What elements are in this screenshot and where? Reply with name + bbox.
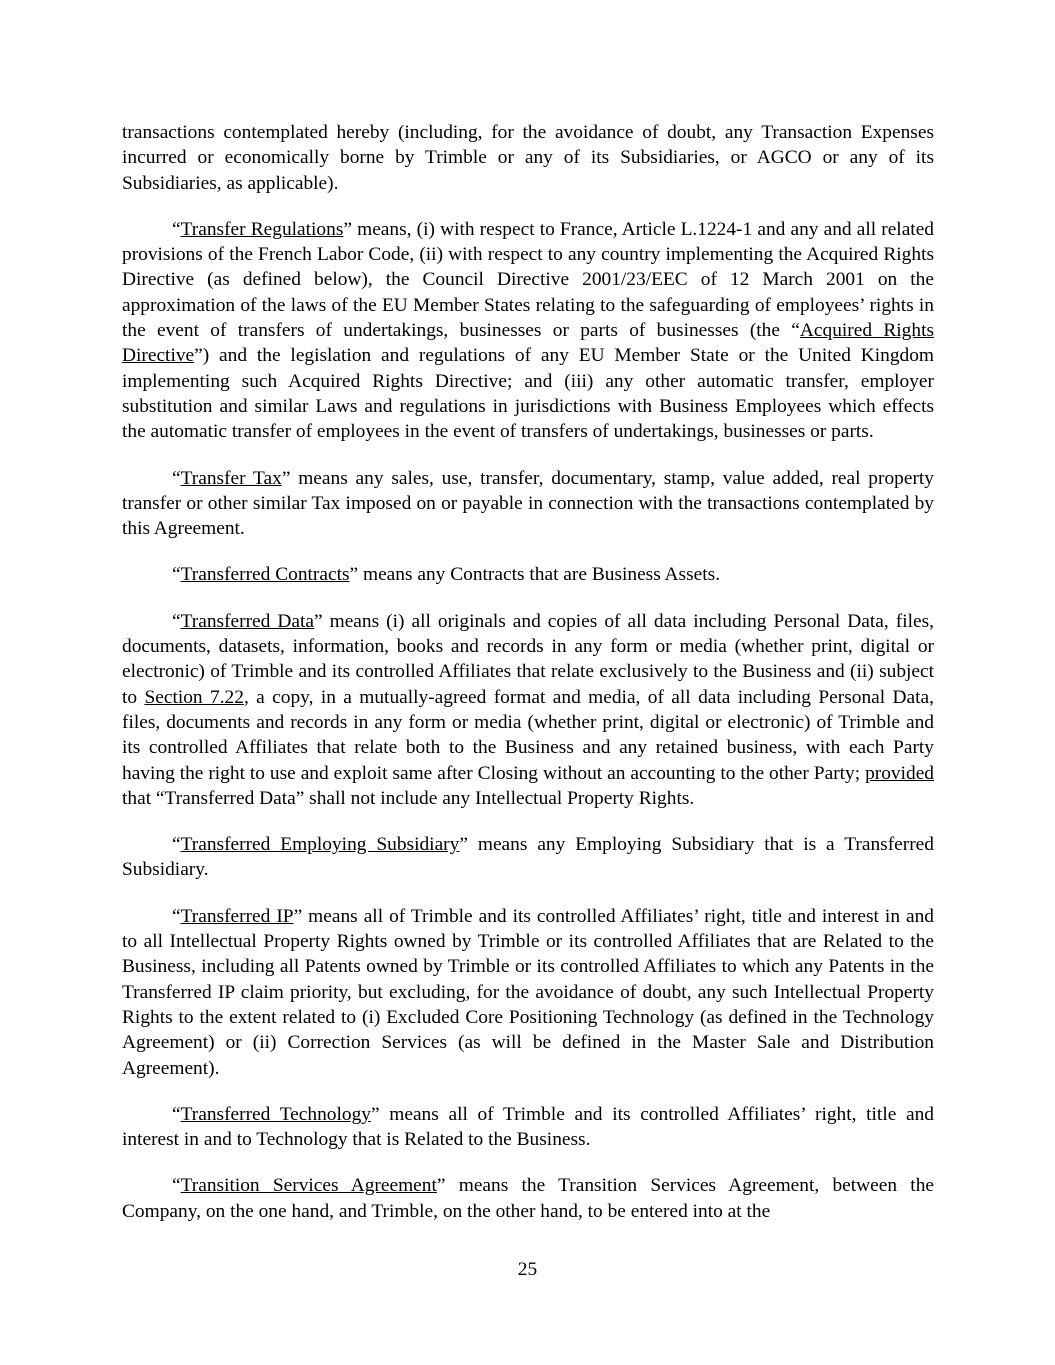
defined-term: Transition Services Agreement (180, 1175, 437, 1197)
para-transferred-ip: “Transferred IP” means all of Trimble and its controlled Affiliates’ right, title and interest in and to all Intellectual Property Rights owned by Trimble or its controlled Affiliates that are Related to the Business, including all Patents owned by Trimble or its controlled Affiliates to which any Patents in the Transferred IP claim priority, but excluding, for the avoidance of doubt, any such Intellectual Property Rights to the extent related to (i) Excluded Core Positioning Technology (as defined in the Technology Agreement) or (ii) Correction Services (as will be defined in the Master Sale and Distribution Agreement). (122, 905, 934, 1079)
document-body (122, 120, 934, 1224)
defined-term: Transfer Regulations (180, 218, 344, 240)
defined-term: Transferred Technology (180, 1103, 371, 1125)
defined-term: Acquired Rights Directive (122, 320, 935, 367)
defined-term: provided (865, 762, 934, 784)
defined-term: Transferred IP (180, 905, 294, 927)
defined-term: Transferred Data (180, 610, 314, 632)
page-number: 25 (517, 1259, 538, 1280)
defined-term: Transferred Employing Subsidiary (180, 834, 460, 856)
para-transfer-tax: “Transfer Tax” means any sales, use, transfer, documentary, stamp, value added, real property transfer or other similar Tax imposed on or payable in connection with the transactions contemplated by this Agreement. (122, 467, 934, 540)
para-transition-services-agreement: “Transition Services Agreement” means the Transition Services Agreement, between the Company, on the one hand, and Trimble, on the other hand, to be entered into at the (122, 1175, 934, 1222)
para-transferred-technology: “Transferred Technology” means all of Trimble and its controlled Affiliates’ right, title and interest in and to Technology that is Related to the Business. (122, 1103, 934, 1151)
para-transfer-regulations: “Transfer Regulations” means, (i) with respect to France, Article L.1224-1 and any and all related provisions of the French Labor Code, (ii) with respect to any country implementing the Acquired Rights Directive (as defined below), the Council Directive 2001/23/EEC of 12 March 2001 on the approximation of the laws of the EU Member States relating to the safeguarding of employees’ rights in the event of transfers of undertakings, businesses or parts of businesses (the “Acquired Rights Directive”) and the legislation and regulations of any EU Member State or the United Kingdom implementing such Acquired Rights Directive; and (iii) any other automatic transfer, employer substitution and similar Laws and regulations in jurisdictions with Business Employees which effects the automatic transfer of employees in the event of transfers of undertakings, businesses or parts. (122, 218, 935, 443)
para-transferred-data: “Transferred Data” means (i) all originals and copies of all data including Personal Data, files, documents, datasets, information, books and records in any form or media (whether print, digital or electronic) of Trimble and its controlled Affiliates that relate exclusively to the Business and (ii) subject to Section 7.22, a copy, in a mutually-agreed format and media, of all data including Personal Data, files, documents and records in any form or media (whether print, digital or electronic) of Trimble and its controlled Affiliates that relate both to the Business and any retained business, with each Party having the right to use and exploit same after Closing without an accounting to the other Party; provided that “Transferred Data” shall not include any Intellectual Property Rights. (122, 610, 934, 809)
defined-term: Transfer Tax (180, 467, 282, 489)
defined-term: Section 7.22 (144, 686, 244, 708)
defined-term: Transferred Contracts (180, 564, 350, 586)
para-transactions-contemplated: transactions contemplated hereby (including, for the avoidance of doubt, any Transaction Expenses incurred or economically borne by Trimble or any of its Subsidiaries, or AGCO or any of its Subsidiaries, as applicable). (122, 122, 934, 194)
para-transferred-employing-subsidiary: “Transferred Employing Subsidiary” means any Employing Subsidiary that is a Transferred Subsidiary. (122, 834, 934, 881)
para-transferred-contracts: “Transferred Contracts” means any Contracts that are Business Assets. (172, 564, 721, 586)
